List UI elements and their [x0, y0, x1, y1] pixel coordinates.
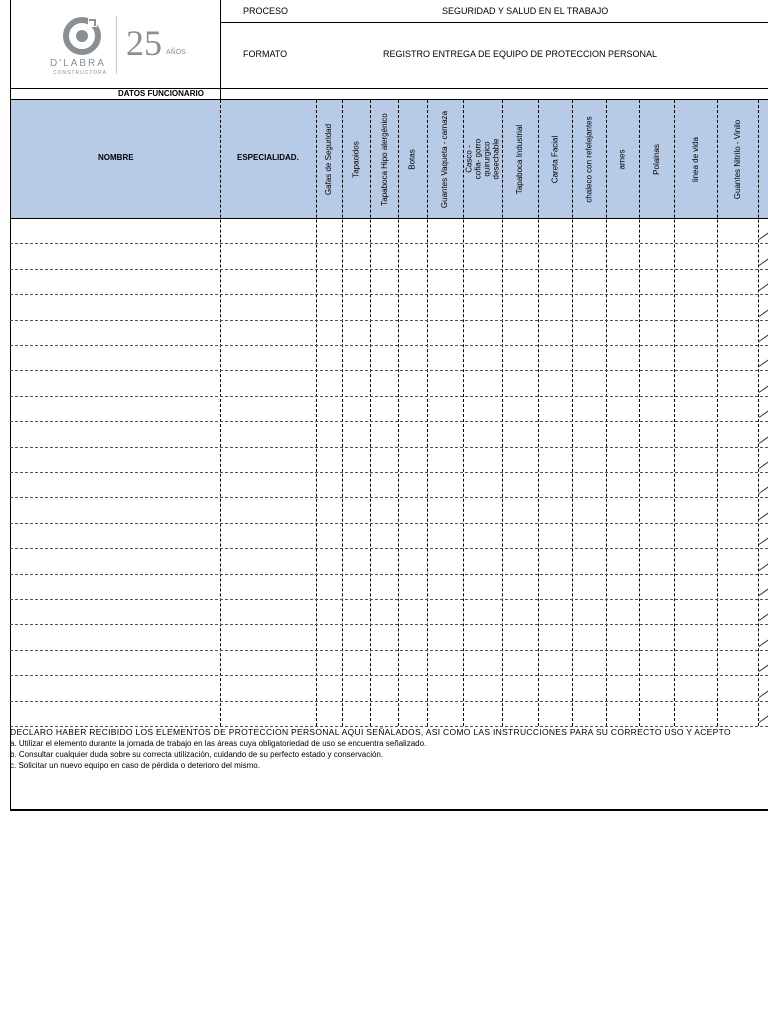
table-row[interactable]	[11, 447, 768, 472]
column-header-equipment-label: Casco - cofia- gorro quirurgico desechable	[464, 138, 501, 180]
dlabra-logo-icon	[62, 16, 102, 56]
column-header-equipment	[463, 100, 502, 218]
column-header-nombre: NOMBRE	[98, 153, 134, 162]
declaration-item-a: a. Utilizar el elemento durante la jornada de trabajo en las áreas cuya obligatoriedad de uso se encuentra señalizado.	[10, 739, 427, 748]
column-header-equipment-label: chaleco con refelejantes	[584, 115, 594, 203]
column-header-equipment	[639, 100, 674, 218]
formato-value: REGISTRO ENTREGA DE EQUIPO DE PROTECCION PERSONAL	[383, 49, 658, 59]
anniversary-word: AÑOS	[166, 49, 186, 56]
proceso-label: PROCESO	[243, 6, 289, 16]
column-header-equipment	[427, 100, 463, 218]
table-row[interactable]	[11, 421, 768, 446]
column-header-equipment-label: arnes	[617, 148, 627, 170]
company-logo	[20, 10, 216, 86]
datos-funcionario-label: DATOS FUNCIONARIO	[118, 89, 204, 98]
table-row[interactable]	[11, 269, 768, 294]
table-row[interactable]	[11, 548, 768, 573]
logo-subtitle: CONSTRUCTORA	[53, 70, 108, 76]
column-header-equipment-label: Tapaoidos	[351, 140, 361, 178]
column-header-especialidad: ESPECIALIDAD.	[237, 153, 299, 162]
table-row[interactable]	[11, 624, 768, 649]
declaration-item-c: c. Solicitar un nuevo equipo en caso de pérdida o deterioro del mismo.	[10, 761, 260, 770]
anniversary-25-logo	[120, 16, 200, 76]
column-header-equipment	[606, 100, 639, 218]
column-header-equipment-label: Botas	[408, 148, 417, 170]
formato-label: FORMATO	[243, 49, 288, 59]
table-row[interactable]	[11, 497, 768, 522]
column-header-equipment-label: Polainas	[652, 143, 661, 175]
proceso-value: SEGURIDAD Y SALUD EN EL TRABAJO	[442, 6, 609, 16]
column-header-equipment	[370, 100, 398, 218]
column-header-equipment	[342, 100, 370, 218]
table-row[interactable]	[11, 320, 768, 345]
table-row[interactable]	[11, 701, 768, 726]
table-row[interactable]	[11, 370, 768, 395]
table-row[interactable]	[11, 574, 768, 599]
table-row[interactable]	[11, 523, 768, 548]
table-row[interactable]	[11, 472, 768, 497]
table-row[interactable]	[11, 294, 768, 319]
column-header-equipment	[717, 100, 758, 218]
table-row[interactable]	[11, 396, 768, 421]
column-header-equipment	[538, 100, 572, 218]
column-header-equipment	[316, 100, 342, 218]
column-header-equipment-label: Tapaboca Hipo alergénico	[379, 112, 389, 206]
declaration-main: DECLARO HABER RECIBIDO LOS ELEMENTOS DE PROTECCION PERSONAL AQUI SEÑALADOS, ASI COMO LAS INSTRUCCIONES PARA SU CORRECTO USO Y ACEPTO	[10, 727, 731, 737]
table-row[interactable]	[11, 650, 768, 675]
column-header-equipment-label: Guantes Vaqueta - carnaza	[440, 110, 450, 208]
declaration-item-b: b. Consultar cualquier duda sobre su correcta utilización, cuidando de su perfecto estado y conservación.	[10, 750, 384, 759]
column-header-equipment-label: Tapaboca Industrial	[515, 124, 525, 194]
column-header-equipment	[398, 100, 427, 218]
column-header-equipment-label: Careta Facial	[550, 135, 560, 183]
column-header-equipment	[502, 100, 538, 218]
column-header-equipment	[674, 100, 717, 218]
column-header-equipment	[572, 100, 606, 218]
column-header-equipment-label: linea de vida	[691, 136, 701, 182]
table-row[interactable]	[11, 599, 768, 624]
table-row[interactable]	[11, 218, 768, 243]
logo-brand: D'LABRA	[50, 58, 106, 69]
column-header-equipment-label: Gafas de Seguridad	[324, 123, 334, 195]
anniversary-number: 25	[126, 23, 162, 63]
column-header-equipment-label: Guantes Nitrilo - Vinilo	[733, 119, 743, 199]
table-row[interactable]	[11, 675, 768, 700]
table-row[interactable]	[11, 243, 768, 268]
table-row[interactable]	[11, 345, 768, 370]
